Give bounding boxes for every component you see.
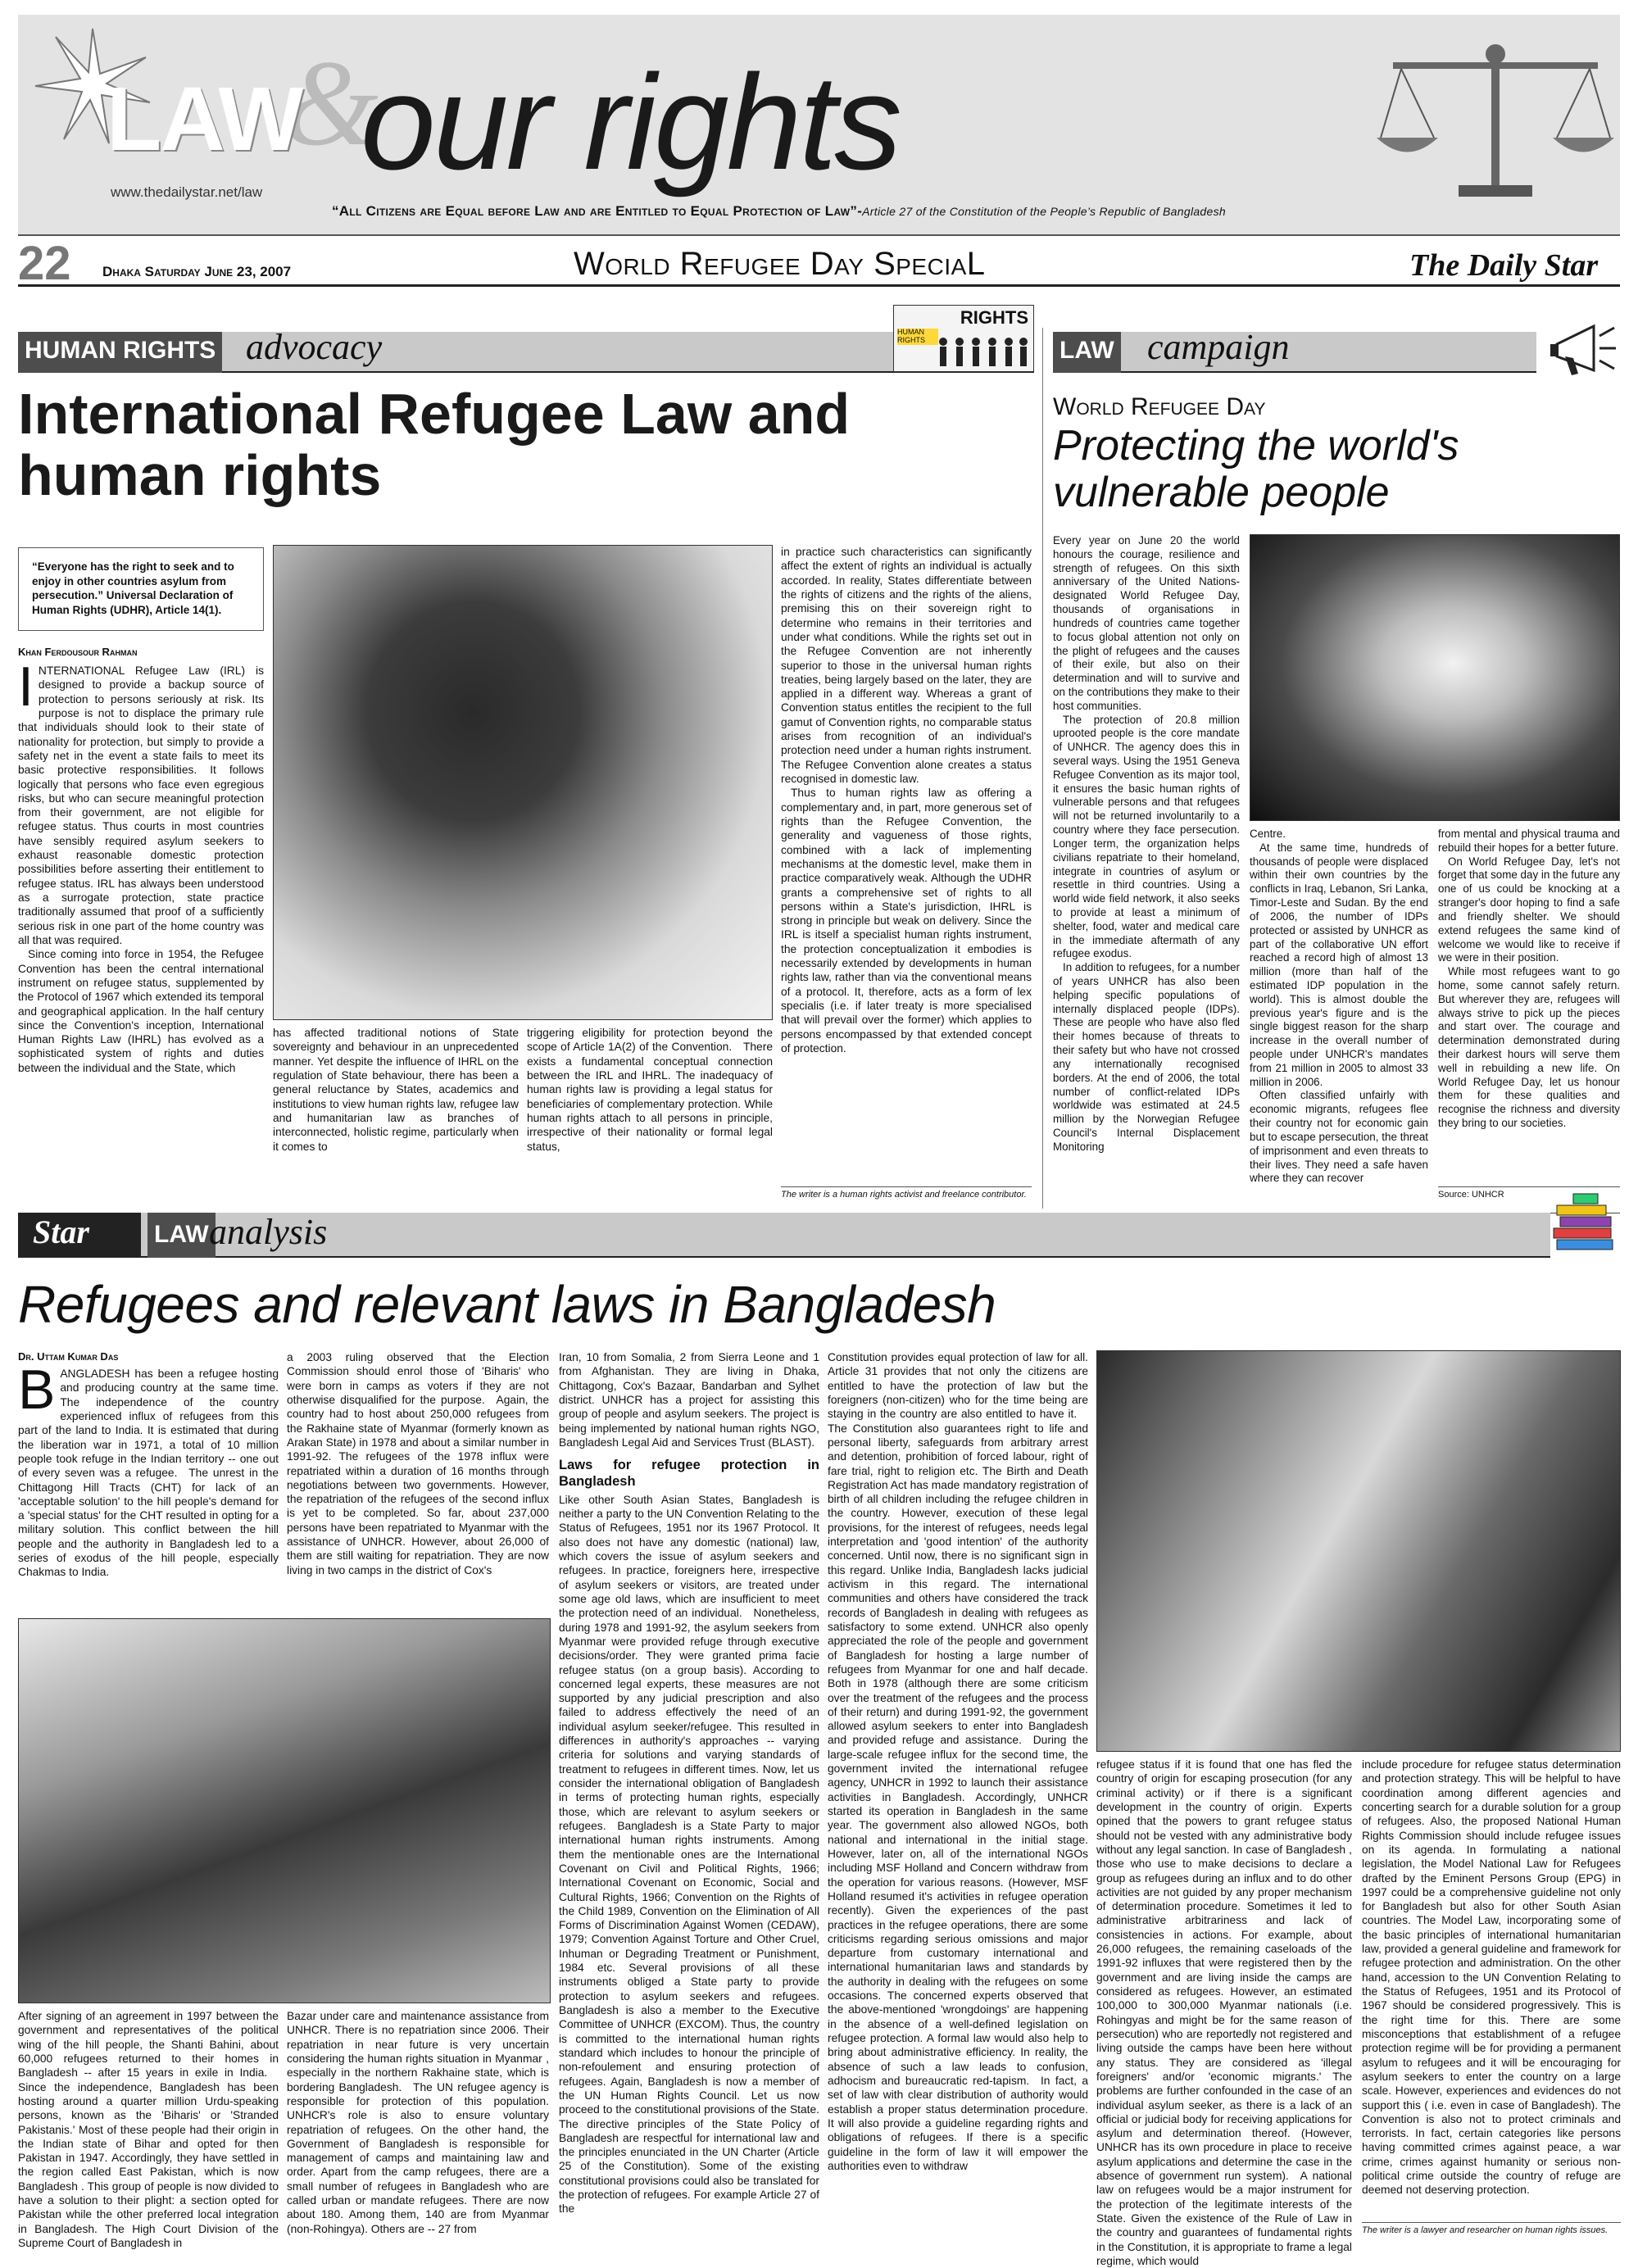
paragraph: At the same time, hundreds of thousands of people were displaced within their own countries by the conflicts in Iraq, Lebanon, Sri Lanka, Timor-Leste and Sudan. By the end of 2006, the number of IDPs protected or assisted by UNHCR as part of the collaborative UN effort reached a record high of almost 13 million (more than half of the estimated IDP population in the world). This is almost double the previous year's figure and is the single biggest reason for the sharp increase in the overall number of people under UNHCR's mandates from 21 million in 2005 to almost 33 million in 2006.	[1250, 841, 1428, 1088]
paragraph: triggering eligibility for protection beyond the scope of Article 1A(2) of the Convention. There exists a fundamental conceptual connection between the IRL and IHRL. The inadequacy of human rights law is providing a legal status for beneficiaries of complementary protection. While human rights attach to all persons in principle, irrespective of their nationality or formal legal status,	[527, 1027, 773, 1153]
special-title: World Refugee Day SpeciaL	[574, 246, 986, 282]
paragraph: Since coming into force in 1954, the Refugee Convention has been the central international instrument on refugee status, supplemented by the Protocol of 1967 which extended its temporal and geographical application. In the half century since the Convention's inception, International Human Rights Law (IHRL) has evolved as a sophisticated system of rights and duties between the individual and the State, which	[18, 948, 264, 1074]
paragraph: Constitution provides equal protection of law for all. Article 31 provides that not only the citizens are entitled to have the protection of law but the foreigners (non-citizen) who for the time being are staying in the country are also entitled to have it. The Constitution also guarantees right to life and personal liberty, safeguards from arbitrary arrest and detention, prohibition of forced labour, right of fare trial, right to religion etc. The Birth and Death Registration Act has made mandatory registration of birth of all children including the refugee children in the country. However, execution of these legal provisions, for the interest of refugees, needs legal interpretation and 'good intention' of the authority concerned. Until now, there is no significant sign in this regard. Unlike India, Bangladesh lacks judicial activism in this regard. The international communities and others have considered the track records of Bangladesh in dealing with refugees as satisfactory to some extend. UNHCR also openly appreciated the role of the people and government of Bangladesh for hosting a large number of refugees from Myanmar for one and half decade. Both in 1978 (although there are some criticism over the treatment of the refugees and the process of their return) and during 1991-92, the government allowed asylum seekers to enter into Bangladesh and provided refuge and assistance. During the large-scale refugee influx for the second time, the government invited the international refugee agency, UNHCR in 1992 to launch their assistance activities in Bangladesh. Accordingly, UNHCR started its operation in Bangladesh in the same year. The government also allowed NGOs, both national and international in the initial stage. However, later on, all of the international NGOs including MSF Holland and Concern withdraw from the operation for various reasons. (However, MSF Holland resumed it's activities in refugee operation recently). Given the experiences of the past practices in the refugee operations, there are some criticisms regarding serious omissions and major departure from customary international and international humanitarian laws and standards by the authority in dealing with the refugees on some occasions. The concerned experts observed that the above-mentioned 'wrongdoings' are happening in the absence of a well-defined legislation on refugee protection. A formal law would also help to bring about administrative efficiency. In reality, the absence of such a law leads to confusion, adhocism and bureaucratic red-tapism. In fact, a set of law with clear distribution of authority would establish a proper status determination procedure. It will also provide a guideline regarding rights and obligations of refugees. If there is a specific guideline in the form of law it will empower the authorities even to withdraw	[828, 1351, 1088, 2172]
paragraph: Centre.	[1250, 828, 1286, 840]
masthead-ampersand: &	[283, 35, 379, 171]
analysis-col-3	[559, 1350, 819, 2243]
paragraph: has affected traditional notions of State sovereignty and behaviour in an unprecedented manner. Yet despite the influence of IHRL on the regulation of State behaviour, there has been a general reluctance by States, academics and institutions to view human rights law, refugee law and humanitarian law as branches of interconnected, holistic regime, particularly when it comes to	[273, 1027, 519, 1153]
campaign-col-3	[1438, 828, 1620, 1188]
analysis-byline: Dr. Uttam Kumar Das	[18, 1350, 119, 1363]
paragraph: Like other South Asian States, Bangladesh is neither a party to the UN Convention Relating to the Status of Refugees, 1951 nor its 1967 Protocol. It also does not have any domestic (national) law, which covers the issue of asylum seekers and refugees. In practice, foreigners here, irrespective of asylum seekers or visitors, are treated under some age old laws, which are insufficient to meet the protection need of an individual. Nonetheless, during 1978 and 1991-92, the asylum seekers from Myanmar were provided refuge through executive decisions/order. They were granted prima facie refugee status (on a group basis). According to concerned legal experts, these measures are not supported by any judicial prescription and also failed to address effectively the need of an individual asylum seeker/refugee. This resulted in differences in authority's approaches -- varying criteria for solutions and varying standards of treatment to refugees in different times. Now, let us consider the international obligation of Bangladesh in terms of protecting human rights, especially those, which are relevant to asylum seekers or refugees. Bangladesh is a State Party to major international human rights instruments. Among them the mentionable ones are the International Covenant on Civil and Political Rights, 1966; International Covenant on Economic, Social and Cultural Rights, 1966; Convention on the Rights of the Child 1989, Convention on the Elimination of All Forms of Discrimination Against Women (CEDAW), 1979; Convention Against Torture and Other Cruel, Inhuman or Degrading Treatment or Punishment, 1984 etc. Several provisions of all these instruments obliged a State party to provide protection to asylum seekers and refugees. Bangladesh is also a member to the Executive Committee of UNHCR (EXCOM). Thus, the country is committed to the international human rights standard which includes to honour the principle of non-refoulement and ensuring protection of refugees. Again, Bangladesh is now a member of the UN Human Rights Council. Let us now proceed to the constitutional provisions of the State. The directive principles of the State Policy of Bangladesh are respectful for international law and the principles enunciated in the UN Charter (Article 25 of the Constitution). Some of the existing constitutional provisions could also be translated for the protection of refugees. For example Article 27 of the	[559, 1493, 819, 2216]
advocacy-kicker: HUMAN RIGHTS	[18, 332, 222, 373]
woman-refugee-photo	[18, 1618, 551, 2003]
paragraph: In addition to refugees, for a number of years UNHCR has also been helping specific populations of internally displaced people (IDPs). These are people who have also fled their homes because of threats to their safety but who have not crossed any internationally recognised borders. At the end of 2006, the total number of conflict-related IDPs worldwide was estimated at 24.5 million by the Norwegian Refugee Council's Internal Displacement Monitoring	[1053, 961, 1240, 1153]
issue-date: Dhaka Saturday June 23, 2007	[102, 264, 292, 279]
analysis-section-word: analysis	[209, 1212, 328, 1252]
paragraph: After signing of an agreement in 1997 between the government and representatives of the political wing of the hill people, the Shanti Bahini, about 60,000 refugees returned to their homes in Bangladesh -- after 15 years in exile in India. Since the independence, Bangladesh has been hosting around a quarter million Urdu-speaking persons, known as the 'Biharis' or 'Stranded Pakistanis.' Most of these people had their origin in the Indian state of Bihar and opted for then Pakistan in 1947. Accordingly, they have settled in the region called East Pakistan, which is now Bangladesh . This group of people is now divided to have a solution to their plight: a section opted for Pakistan while the other preferred local integration in Bangladesh. The High Court Division of the Supreme Court of Bangladesh in	[18, 2010, 279, 2249]
campaign-headline: Protecting the world's vulnerable people	[1053, 422, 1459, 517]
people-silhouette-icon	[935, 335, 1030, 368]
advocacy-headline: International Refugee Law and human rights	[18, 382, 851, 507]
paragraph: Often classified unfairly with economic migrants, refugees flee their country not for economic gain but to escape persecution, the threat of imprisonment and even threats to their lives. They need a safe haven where they can recover	[1250, 1089, 1428, 1185]
analysis-writer-note: The writer is a lawyer and researcher on human rights issues.	[1362, 2222, 1621, 2235]
paper-logo: The Daily Star	[1409, 248, 1599, 283]
paragraph: On World Refugee Day, let's not forget that some day in the future any one of us could be knocking at a stranger's door hoping to find a safe and friendly shelter. We should extend refugees the same kind of welcome we would like to receive if we were in their position.	[1438, 855, 1620, 964]
star-logo: Star	[33, 1213, 89, 1250]
hands-water-photo	[1250, 534, 1620, 821]
campaign-section-word: campaign	[1147, 327, 1290, 367]
masthead-law: LAW	[107, 69, 302, 170]
analysis-col-5	[1096, 1758, 1352, 2267]
analysis-col-4	[828, 1350, 1088, 2243]
paragraph: INTERNATIONAL Refugee Law (IRL) is designed to provide a backup source of protection to persons seriously at risk. Its purpose is not to displace the primary rule that individuals should look to their state of nationality for protection, but simply to provide a safety net in the event a state fails to meet its basic protective responsibilities. It follows logically that persons who face even egregious risks, but who can secure meaningful protection from their government, are not eligible for refugee status. Thus courts in most countries have sensibly required asylum seekers to exhaust reasonable domestic protection possibilities before asserting their entitlement to refugee status. IRL has always been understood as a surrogate protection, state practice traditionally assumed that proof of a sufficiently serious risk in one part of the home country was all that was required.	[18, 655, 264, 946]
quote-source: Article 27 of the Constitution of the People’s Republic of Bangladesh	[862, 205, 1226, 218]
badge-top: RIGHTS	[960, 307, 1028, 328]
analysis-kicker: LAW	[147, 1213, 216, 1258]
analysis-col-1	[18, 1359, 279, 1613]
paragraph: a 2003 ruling observed that the Election Commission should enrol those of 'Biharis' who were born in camps as voters if they are not otherwise disqualified for the purpose. Again, the country had to host about 250,000 refugees from the Rakhaine state of Myanmar (formerly known as Arakan State) in 1978 and about a similar number in 1991-92. The refugees of the 1978 influx were repatriated within a duration of 16 months through negotiations between two governments. However, the repatriation of the refugees of the second influx is yet to be completed. So far, about 237,000 persons have been repatriated to Myanmar with the assistance of UNHCR. However, about 26,000 of them are still waiting for repatriation. They are now living in two camps in the district of Cox's	[287, 1351, 549, 1576]
campaign-col-1	[1053, 534, 1240, 1206]
analysis-col-1-lower	[18, 2009, 279, 2249]
paragraph: While most refugees want to go home, some cannot safely return. But wherever they are, refugees will always strive to pick up the pieces and start over. The courage and determination demonstrated during their darkest hours will serve them well in rebuilding a new life. On World Refugee Day, let us honour them for these qualities and recognise the richness and diversity they bring to our societies.	[1438, 965, 1620, 1130]
advocacy-section-word: advocacy	[246, 327, 383, 367]
analysis-headline: Refugees and relevant laws in Bangladesh	[18, 1275, 996, 1334]
paragraph: Thus to human rights law as offering a complementary and, in part, more generous set of rights than the Refugee Convention, the generality and vagueness of those rights, combined with a lack of implementing mechanisms at the domestic level, make them in practice comparatively weak. Although the UDHR grants a comprehensive set of rights to all persons within a State's jurisdiction, IHRL is strong in principle but weak on delivery. Since the IRL is itself a specialist human rights instrument, the protection conceptualization it embodies is necessarily extended by developments in human rights law, rather than via the conventional means of a protocol. It, therefore, acts as a form of lex specialis (i.e. if later treaty is more specialised that will prevail over the former) which applies to persons encompassed by that extended concept of protection.	[781, 787, 1032, 1055]
advocacy-byline: Khan Ferdousour Rahman	[18, 646, 138, 658]
advocacy-col-3	[527, 1026, 773, 1206]
refugee-camp-photo	[1096, 1350, 1621, 1752]
child-drinking-photo	[273, 545, 773, 1020]
megaphone-icon	[1549, 320, 1618, 381]
advocacy-writer-note: The writer is a human rights activist and freelance contributor.	[781, 1186, 1032, 1200]
paragraph: Bazar under care and maintenance assistance from UNHCR. There is no repatriation since 2006. Their repatriation in near future is very uncertain considering the human rights situation in Myanmar , especially in the northern Rakhaine state, which is bordering Bangladesh. The UN refugee agency is responsible for protection of this population. UNHCR's role is also to ensure voluntary repatriation of refugees. On the other hand, the Government of Bangladesh is responsible for management of camps and maintaining law and order. Apart from the camp refugees, there are a small number of refugees in Bangladesh who are called urban or mandate refugees. There are now about 180. Among them, 140 are from Myanmar (non-Rohingya). Others are -- 27 from	[287, 2010, 549, 2235]
page-number: 22	[18, 237, 71, 290]
paragraph: in practice such characteristics can significantly affect the extent of rights an individual is actually accorded. In reality, States differentiate between the rights of citizens and the rights of the aliens, premising this on their sovereign right to determine who remains in their territories and under what conditions. While the rights set out in the Refugee Convention are not inherently superior to those in the universal human rights treaties, being largely based on the later, they are applied in a different way. Whereas a grant of Convention status entitles the recipient to the full gamut of Convention rights, no comparable status arises from recognition of an individual's protection need under a human rights instrument. The Refugee Convention alone creates a status recognised in domestic law.	[781, 546, 1032, 785]
paragraph: Iran, 10 from Somalia, 2 from Sierra Leone and 1 from Afghanistan. They are living in Dhaka, Chittagong, Cox's Bazaar, Bandarban and Sylhet district. UNHCR has a project for assisting this group of people and asylum seekers. The project is being implemented by national human rights NGO, Bangladesh Legal Aid and Services Trust (BLAST).	[559, 1351, 819, 1449]
quote-main: “All Citizens are Equal before Law and are Entitled to Equal Protection of Law”-	[332, 203, 863, 219]
campaign-kicker: LAW	[1053, 332, 1121, 373]
analysis-col-6	[1362, 1758, 1621, 2216]
advocacy-col-1	[18, 655, 264, 1204]
masthead-quote	[332, 203, 1226, 220]
campaign-overline: World Refugee Day	[1053, 393, 1266, 420]
books-icon	[1549, 1192, 1618, 1258]
badge-left: HUMAN RIGHTS	[897, 329, 938, 345]
pullquote-box: “Everyone has the right to seek and to enjoy in other countries asylum from persecution.” Universal Declaration of Human Rights (UDHR), Article 14(1).	[18, 547, 264, 631]
column-divider	[1042, 328, 1043, 1209]
masthead-url[interactable]: www.thedailystar.net/law	[111, 184, 263, 200]
paragraph: BANGLADESH has been a refugee hosting and producing country at the same time. The independence of the country experienced influx of refugees from this part of the land to India. It is estimated that during the liberation war in 1971, a total of 10 million people took refuge in the Indian territory -- one out of every seven was a refugee. The unrest in the Chittagong Hill Tracts (CHT) for lack of an 'acceptable solution' to the hill people's demand for a 'special status' for the CHT resulted in opting for a military solution. This conflict between the hill people and the authority in Bangladesh led to a series of exodus of the hill people, especially Chakmas to India.	[18, 1359, 279, 1579]
analysis-subhead: Laws for refugee protection in Bangladesh	[559, 1458, 819, 1489]
analysis-col-2-lower	[287, 2009, 549, 2243]
scales-of-justice-icon	[1377, 23, 1614, 211]
masthead-our-rights: our rights	[361, 47, 900, 197]
human-rights-badge	[893, 305, 1034, 372]
paragraph: The protection of 20.8 million uprooted people is the core mandate of UNHCR. The agency does this in several ways. Using the 1951 Geneva Refugee Convention as its major tool, it ensures the basic human rights of vulnerable persons and that refugees will not be returned involuntarily to a country where they face persecution. Longer term, the organization helps civilians repatriate to their homeland, integrate in countries of asylum or resettle in third countries. Using a world wide field network, it also seeks to provide at least a minimum of shelter, food, water and medical care in the immediate aftermath of any refugee exodus.	[1053, 713, 1240, 960]
analysis-col-2	[287, 1350, 549, 1613]
advocacy-col-4	[781, 545, 1032, 1176]
paragraph: Every year on June 20 the world honours the courage, resilience and strength of refugees. On this sixth anniversary of the United Nations-designated World Refugee Day, thousands of organisations in hundreds of countries came together to focus global attention not only on the plight of refugees and the causes of their exile, but also on their determination and will to survive and on the contributions they make to their host communities.	[1053, 534, 1240, 712]
advocacy-col-2	[273, 1026, 519, 1206]
paragraph: from mental and physical trauma and rebuild their hopes for a better future.	[1438, 828, 1620, 854]
campaign-section-bar	[1053, 332, 1536, 373]
paragraph: include procedure for refugee status determination and protection strategy. This will be helpful to have coordination among different agencies and concerting search for a durable solution for a group of refugees. Also, the proposed National Human Rights Commission should include refugee issues on its agenda. In formulating a national legislation, the Model National Law for Refugees drafted by the Eminent Persons Group (EPG) in 1997 could be a comprehensive guideline not only for Bangladesh but also for other South Asian countries. The Model Law, incorporating some of the basic principles of international humanitarian law, provided a general guideline and framework for refugee protection and administration. On the other hand, accession to the UN Convention Relating to the Status of Refugees, 1951 and its Protocol of 1967 should be considered progressively. This is the right time for this. There are some misconceptions that establishment of a refugee protection regime will be for providing a permanent asylum to refugees and it will be encouraging for asylum seekers to enter the country on a large scale. However, experiences and evidences do not support this ( i.e. even in case of Bangladesh). The Convention is also not to protect criminals and terrorists. In fact, certain categories like persons having committed crimes against peace, a war crime, crimes against humanity or serious non-political crime outside the country of refuge are deemed not deserving protection.	[1362, 1758, 1621, 2197]
campaign-source: Source: UNHCR	[1438, 1186, 1620, 1200]
campaign-col-2	[1250, 828, 1428, 1206]
paragraph: refugee status if it is found that one has fled the country of origin for escaping prosecution (for any criminal activity) or if there is a significant development in the country of origin. Experts opined that the powers to grant refugee status should not be vested with any administrative body without any legal sanction. In case of Bangladesh , those who use to make decisions to declare a group as refugees during an influx and to do other activities are not guided by any proper mechanism of determination procedure. Sometimes it led to administrative arbitrariness and lack of consistencies in actions. For example, about 26,000 refugees, the remaining caseloads of the 1991-92 influxes that were registered then by the government and are living inside the camps are considered as refugees. However, an estimated 100,000 to 300,000 Myanmar nationals (i.e. Rohingyas and might be for the same reason of persecution) who are reportedly not registered and living outside the camps have been here without any status. They are considered as 'illegal foreigners' and/or 'economic migrants.' The problems are further confounded in the case of an individual asylum seeker, as there is a lack of an official or judicial body for receiving applications for asylum and determination thereof. (However, UNHCR has its own procedure in place to receive asylum applications and determine the case in the absence of government run system). A national law on refugees would be a major instrument for the protection of the legitimate interests of the State. Given the existence of the Rule of Law in the country and guarantees of fundamental rights in the Constitution, it is appropriate to frame a legal regime, which would	[1096, 1758, 1352, 2267]
